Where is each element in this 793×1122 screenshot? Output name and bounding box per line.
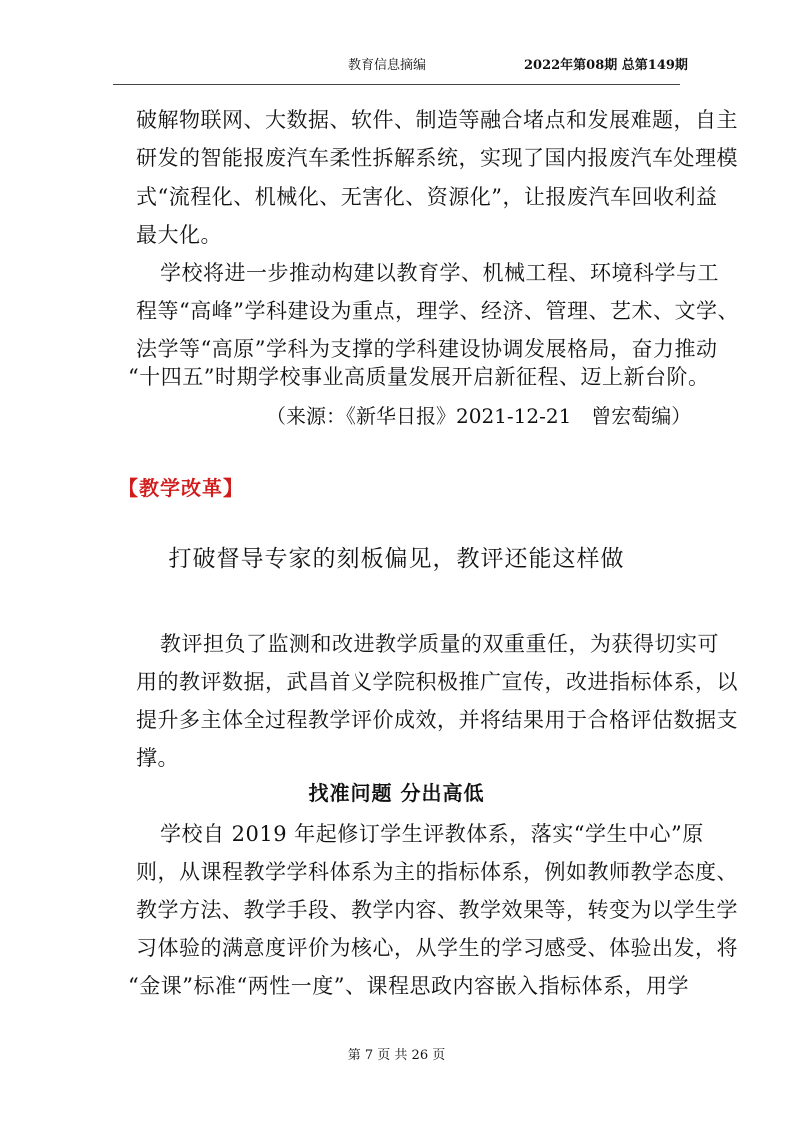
paragraph2-line: 程等“高峰”学科建设为重点，理学、经济、管理、艺术、文学、 <box>136 299 739 323</box>
header-divider <box>113 84 680 85</box>
paragraph2-line: “十四五”时期学校事业高质量发展开启新征程、迈上新台阶。 <box>128 365 710 389</box>
paragraph2-line: 学校将进一步推动构建以教育学、机械工程、环境科学与工 <box>160 261 719 285</box>
paragraph4-line: 习体验的满意度评价为核心，从学生的学习感受、体验出发，将 <box>136 936 738 960</box>
source-citation: （来源：《新华日报》2021-12-21 曾宏萄编） <box>266 404 692 428</box>
paragraph3-line: 提升多主体全过程教学评价成效，并将结果用于合格评估数据支 <box>136 708 738 732</box>
paragraph4-line: 则，从课程教学学科体系为主的指标体系，例如教师教学态度、 <box>136 860 738 884</box>
section-tag: 【教学改革】 <box>118 476 244 500</box>
paragraph1-line: 最大化。 <box>136 223 222 247</box>
paragraph4-line: 学校自 2019 年起修订学生评教体系，落实“学生中心”原 <box>160 822 704 846</box>
paragraph3-line: 用的教评数据，武昌首义学院积极推广宣传，改进指标体系，以 <box>136 670 738 694</box>
article-title: 打破督导专家的刻板偏见，教评还能这样做 <box>168 546 625 572</box>
page-header <box>0 54 793 76</box>
publication-title: 教育信息摘编 <box>348 58 427 73</box>
paragraph4-line: “金课”标准“两性一度”、课程思政内容嵌入指标体系，用学 <box>128 974 689 998</box>
paragraph1-line: 式“流程化、机械化、无害化、资源化”，让报废汽车回收利益 <box>136 185 718 209</box>
paragraph1-line: 破解物联网、大数据、软件、制造等融合堵点和发展难题，自主 <box>136 108 738 132</box>
subheading: 找准问题 分出高低 <box>308 781 485 805</box>
page-number: 第 7 页 共 26 页 <box>347 1048 446 1063</box>
paragraph1-line: 研发的智能报废汽车柔性拆解系统，实现了国内报废汽车处理模 <box>136 146 738 170</box>
paragraph3-line: 教评担负了监测和改进教学质量的双重重任，为获得切实可 <box>160 632 719 656</box>
paragraph3-line: 撑。 <box>136 746 179 770</box>
issue-number: 2022年第08期 总第149期 <box>524 58 688 73</box>
paragraph2-line: 法学等“高原”学科为支撑的学科建设协调发展格局，奋力推动 <box>136 337 718 361</box>
paragraph4-line: 教学方法、教学手段、教学内容、教学效果等，转变为以学生学 <box>136 898 738 922</box>
